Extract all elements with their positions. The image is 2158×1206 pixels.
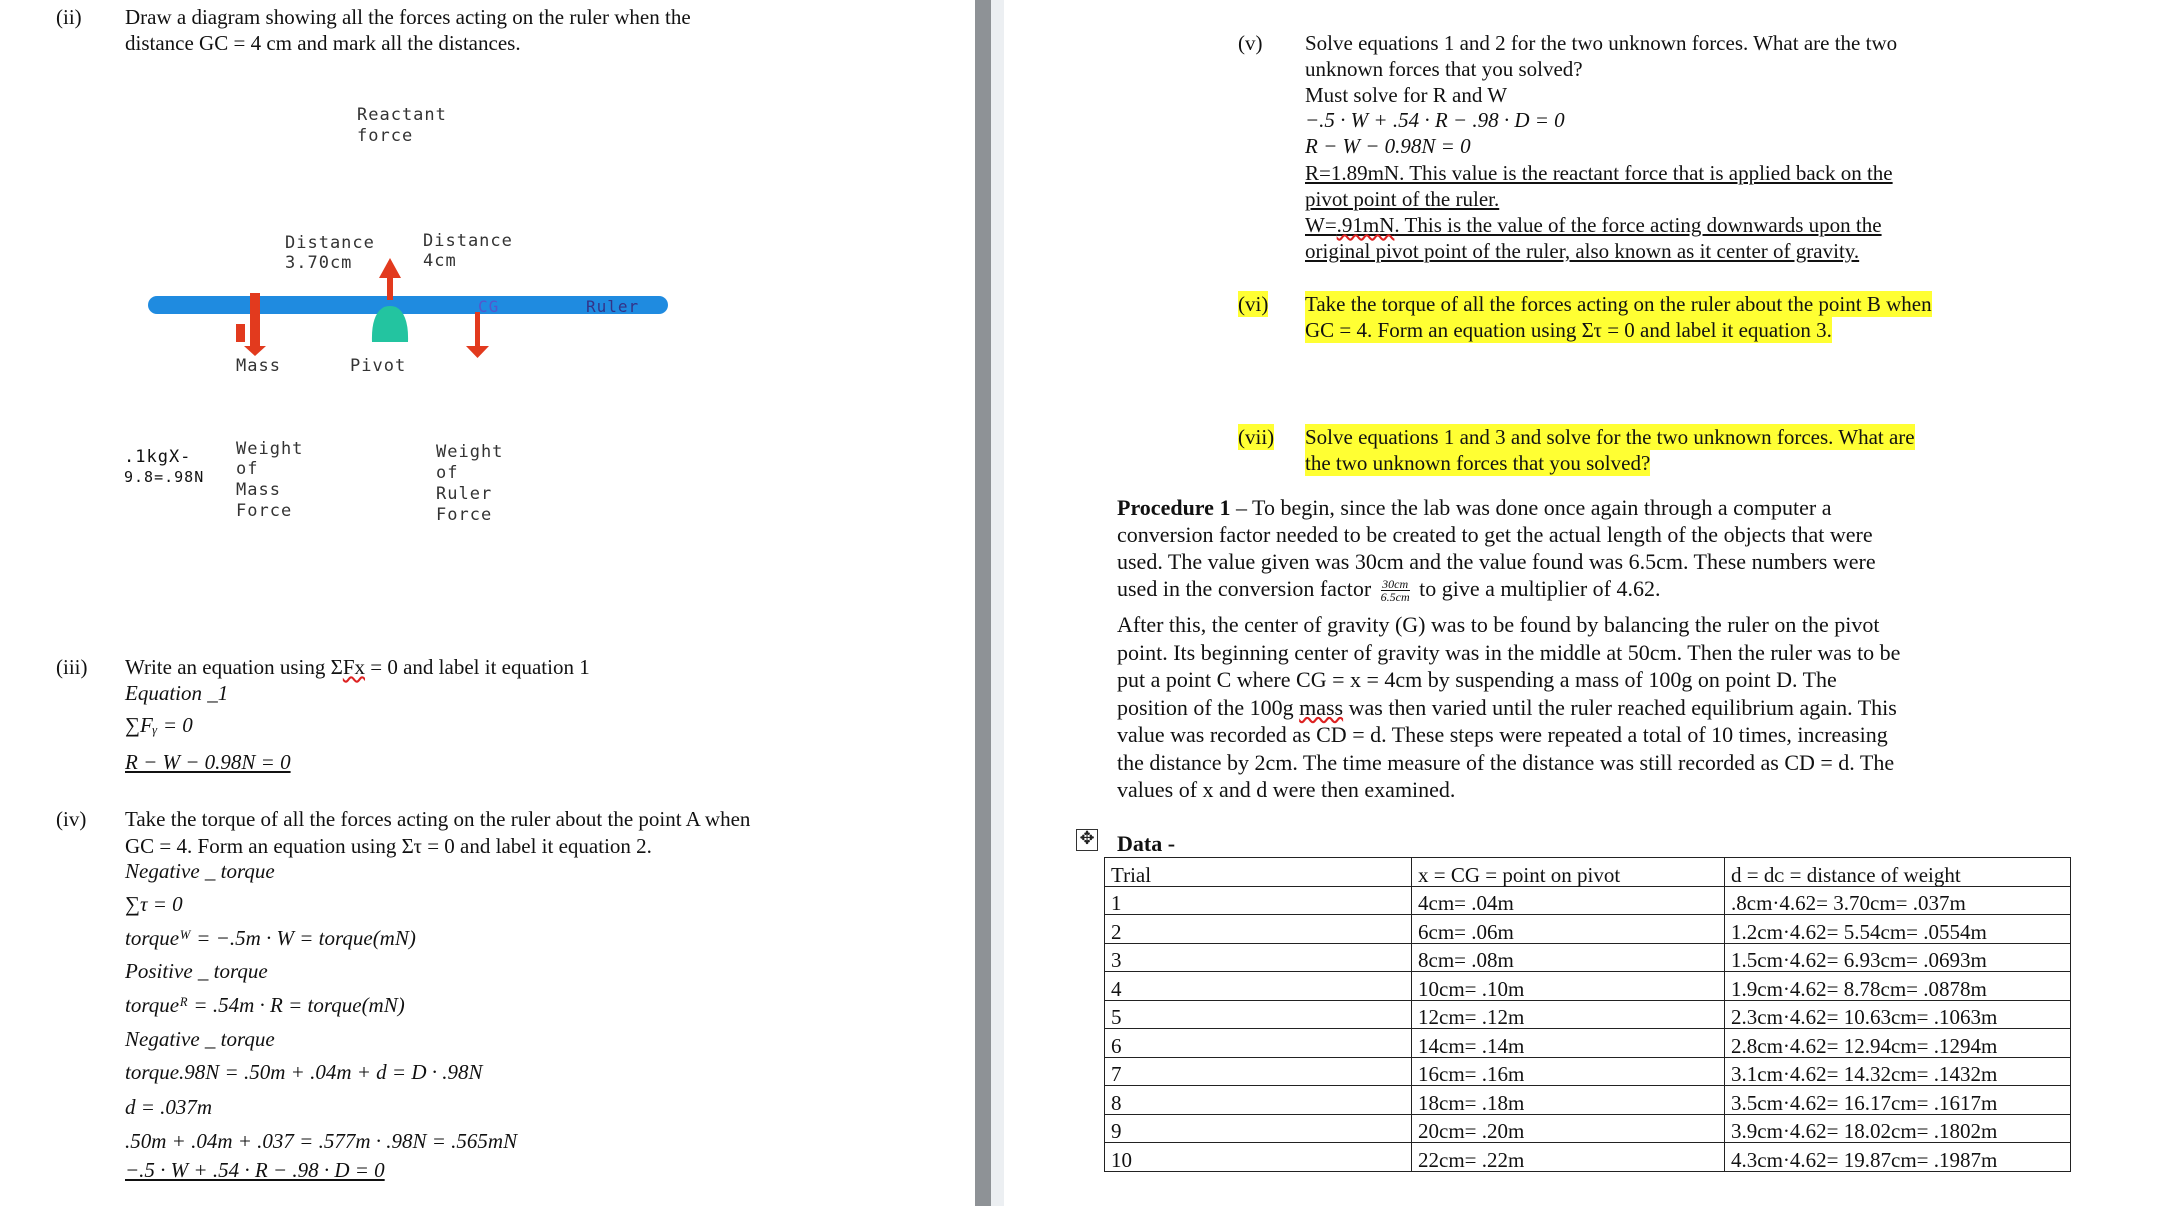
table-header-cell: x = CG = point on pivot: [1412, 858, 1725, 887]
label-cg: CG: [478, 297, 500, 316]
work-line-8: d = .037m: [125, 1095, 213, 1119]
table-cell: 6cm= .06m: [1412, 915, 1725, 944]
label-distance-1-value: 3.70cm: [285, 253, 353, 273]
procedure-title: Procedure 1: [1117, 495, 1231, 520]
label-weight-mass-3: Mass: [236, 480, 281, 500]
question-v-line3: Must solve for R and W: [1305, 83, 1508, 107]
page-gap: [991, 0, 1004, 1206]
procedure-p2-line-7: values of x and d were then examined.: [1117, 777, 1456, 802]
table-cell: 2.3cm·4.62= 10.63cm= .1063m: [1725, 1000, 2071, 1029]
question-vi-line2: GC = 4. Form an equation using Στ = 0 and label it equation 3.: [1305, 318, 1832, 342]
question-number-iv: (iv): [56, 807, 87, 831]
question-v-line2: unknown forces that you solved?: [1305, 57, 1583, 81]
table-cell: 1.5cm·4.62= 6.93cm= .0693m: [1725, 943, 2071, 972]
table-cell: 18cm= .18m: [1412, 1086, 1725, 1115]
reactant-arrow-head: [379, 258, 401, 278]
procedure-p2-line-2: point. Its beginning center of gravity was in the middle at 50cm. Then the ruler was to be: [1117, 639, 1901, 665]
label-ruler: Ruler: [586, 297, 640, 316]
procedure-paragraph-2: [1117, 611, 1900, 804]
table-cell: 3.5cm·4.62= 16.17cm= .1617m: [1725, 1086, 2071, 1115]
label-calc-2: 9.8=.98N: [124, 468, 205, 486]
table-row: [1105, 1000, 2071, 1029]
table-cell: 10: [1105, 1143, 1412, 1172]
label-distance-2-value: 4cm: [423, 251, 457, 271]
procedure-p2-line-3: put a point C where CG = x = 4cm by suspending a mass of 100g on point D. The: [1117, 667, 1837, 692]
table-cell: 4: [1105, 972, 1412, 1001]
label-weight-mass-4: Force: [236, 501, 293, 521]
table-row: [1105, 943, 2071, 972]
table-row: [1105, 1057, 2071, 1086]
equation-1-label: Equation _1: [125, 681, 229, 705]
table-header-cell: Trial: [1105, 858, 1412, 887]
table-cell: 5: [1105, 1000, 1412, 1029]
question-v-line1: Solve equations 1 and 2 for the two unknown forces. What are the two: [1305, 31, 1898, 55]
data-table: [1104, 857, 2071, 1172]
table-row: [1105, 972, 2071, 1001]
procedure-line-1: Procedure 1 – To begin, since the lab was done once again through a computer a: [1117, 495, 1832, 520]
answer-w-line1: W=.91mN. This is the value of the force acting downwards upon the: [1305, 213, 1882, 237]
table-cell: 7: [1105, 1057, 1412, 1086]
table-cell: 16cm= .16m: [1412, 1057, 1725, 1086]
label-weight-mass-1: Weight: [236, 439, 304, 459]
procedure-paragraph-1: [1117, 494, 1876, 603]
label-calc-1: .1kgX-: [124, 447, 192, 467]
equation-1-sum: ∑Fᵧ = 0: [125, 713, 193, 737]
work-line-5: torqueᴿ = .54m · R = torque(mN): [125, 993, 405, 1017]
label-distance-1: Distance: [285, 233, 375, 253]
weight-arrow-shaft: [475, 312, 480, 348]
table-cell: 14cm= .14m: [1412, 1029, 1725, 1058]
question-number-v: (v): [1238, 31, 1263, 55]
table-cell: 10cm= .10m: [1412, 972, 1725, 1001]
work-line-9: .50m + .04m + .037 = .577m · .98N = .565mN: [125, 1129, 518, 1153]
question-number-ii: (ii): [56, 5, 82, 29]
conversion-fraction: $\frac{30cm}{6.5cm}$: [1380, 577, 1410, 605]
equation-1: R − W − 0.98N = 0: [125, 750, 291, 774]
table-row: [1105, 1086, 2071, 1115]
label-weight-ruler-3: Ruler: [436, 484, 493, 504]
question-iv-line1: Take the torque of all the forces acting on the ruler about the point A when: [125, 807, 751, 831]
table-move-handle-icon[interactable]: ✥: [1076, 829, 1098, 851]
work-line-1: Negative _ torque: [125, 859, 275, 883]
work-line-2: ∑τ = 0: [125, 892, 183, 916]
procedure-line-2: conversion factor needed to be created to get the actual length of the objects that were: [1117, 522, 1873, 547]
label-pivot: Pivot: [350, 356, 407, 376]
table-cell: 1: [1105, 886, 1412, 915]
table-cell: 22cm= .22m: [1412, 1143, 1725, 1172]
table-cell: 20cm= .20m: [1412, 1114, 1725, 1143]
table-header-cell: d = dᴄ = distance of weight: [1725, 858, 2071, 887]
procedure-line-4: used in the conversion factor $\frac{30cm}{6.5cm}$ to give a multiplier of 4.62.: [1117, 576, 1661, 605]
label-weight-ruler-1: Weight: [436, 442, 504, 462]
label-weight-ruler-4: Force: [436, 505, 493, 525]
label-mass: Mass: [236, 356, 281, 376]
table-row: [1105, 915, 2071, 944]
table-header-row: [1105, 858, 2071, 887]
question-vii-line2: the two unknown forces that you solved?: [1305, 451, 1651, 475]
label-weight-mass-2: of: [236, 459, 259, 479]
question-vii-line1: Solve equations 1 and 3 and solve for the two unknown forces. What are: [1305, 425, 1915, 449]
question-ii-line1: Draw a diagram showing all the forces acting on the ruler when the: [125, 5, 691, 29]
table-cell: 4cm= .04m: [1412, 886, 1725, 915]
work-line-6: Negative _ torque: [125, 1027, 275, 1051]
table-cell: 8: [1105, 1086, 1412, 1115]
table-cell: 1.2cm·4.62= 5.54cm= .0554m: [1725, 915, 2071, 944]
question-number-iii: (iii): [56, 655, 88, 679]
data-title: Data -: [1117, 831, 1176, 856]
question-vi-line1: Take the torque of all the forces acting on the ruler about the point B when: [1305, 292, 1932, 316]
question-number-vii: (vii): [1238, 425, 1275, 449]
table-cell: 2: [1105, 915, 1412, 944]
table-cell: 8cm= .08m: [1412, 943, 1725, 972]
page-gutter: [975, 0, 991, 1206]
label-reactant: Reactant: [357, 105, 447, 125]
work-line-7: torque.98N = .50m + .04m + d = D · .98N: [125, 1060, 483, 1084]
answer-w-line2: original pivot point of the ruler, also known as it center of gravity.: [1305, 239, 1860, 263]
work-line-4: Positive _ torque: [125, 959, 268, 983]
table-cell: 2.8cm·4.62= 12.94cm= .1294m: [1725, 1029, 2071, 1058]
mass-block: [236, 324, 245, 342]
work-line-3: torqueᵂ = −.5m · W = torque(mN): [125, 926, 416, 950]
question-v-eq2: −.5 · W + .54 · R − .98 · D = 0: [1305, 108, 1565, 132]
procedure-line-3: used. The value given was 30cm and the value found was 6.5cm. These numbers were: [1117, 549, 1876, 574]
table-cell: 3.1cm·4.62= 14.32cm= .1432m: [1725, 1057, 2071, 1086]
label-distance-2: Distance: [423, 231, 513, 251]
table-row: [1105, 1029, 2071, 1058]
question-number-vi: (vi): [1238, 292, 1269, 316]
answer-r-line1: R=1.89mN. This value is the reactant force that is applied back on the: [1305, 161, 1893, 185]
table-cell: 12cm= .12m: [1412, 1000, 1725, 1029]
weight-arrow-head: [466, 346, 489, 358]
table-cell: 4.3cm·4.62= 19.87cm= .1987m: [1725, 1143, 2071, 1172]
procedure-p2-line-6: the distance by 2cm. The time measure of the distance was still recorded as CD = d. The: [1117, 749, 1895, 775]
question-ii-line2: distance GC = 4 cm and mark all the distances.: [125, 31, 521, 55]
table-cell: 3: [1105, 943, 1412, 972]
label-weight-ruler-2: of: [436, 463, 459, 483]
mass-arrow-head: [244, 346, 266, 356]
procedure-p2-line-1: After this, the center of gravity (G) was to be found by balancing the ruler on the pivot: [1117, 612, 1880, 637]
procedure-p2-line-4: position of the 100g mass was then varied until the ruler reached equilibrium again. This: [1117, 694, 1897, 720]
table-cell: 9: [1105, 1114, 1412, 1143]
equation-2: −.5 · W + .54 · R − .98 · D = 0: [125, 1158, 385, 1182]
table-cell: .8cm·4.62= 3.70cm= .037m: [1725, 886, 2071, 915]
question-iv-line2: GC = 4. Form an equation using Στ = 0 and label it equation 2.: [125, 834, 652, 858]
procedure-p2-line-5: value was recorded as CD = d. These steps were repeated a total of 10 times, increasing: [1117, 722, 1888, 747]
question-v-eq1: R − W − 0.98N = 0: [1305, 134, 1471, 158]
table-row: [1105, 1143, 2071, 1172]
label-force: force: [357, 126, 414, 146]
table-cell: 6: [1105, 1029, 1412, 1058]
table-cell: 1.9cm·4.62= 8.78cm= .0878m: [1725, 972, 2071, 1001]
table-row: [1105, 886, 2071, 915]
answer-r-line2: pivot point of the ruler.: [1305, 187, 1500, 211]
table-row: [1105, 1114, 2071, 1143]
question-iii-text: Write an equation using ΣFx = 0 and label it equation 1: [125, 655, 590, 679]
mass-arrow-shaft: [250, 293, 260, 349]
table-cell: 3.9cm·4.62= 18.02cm= .1802m: [1725, 1114, 2071, 1143]
